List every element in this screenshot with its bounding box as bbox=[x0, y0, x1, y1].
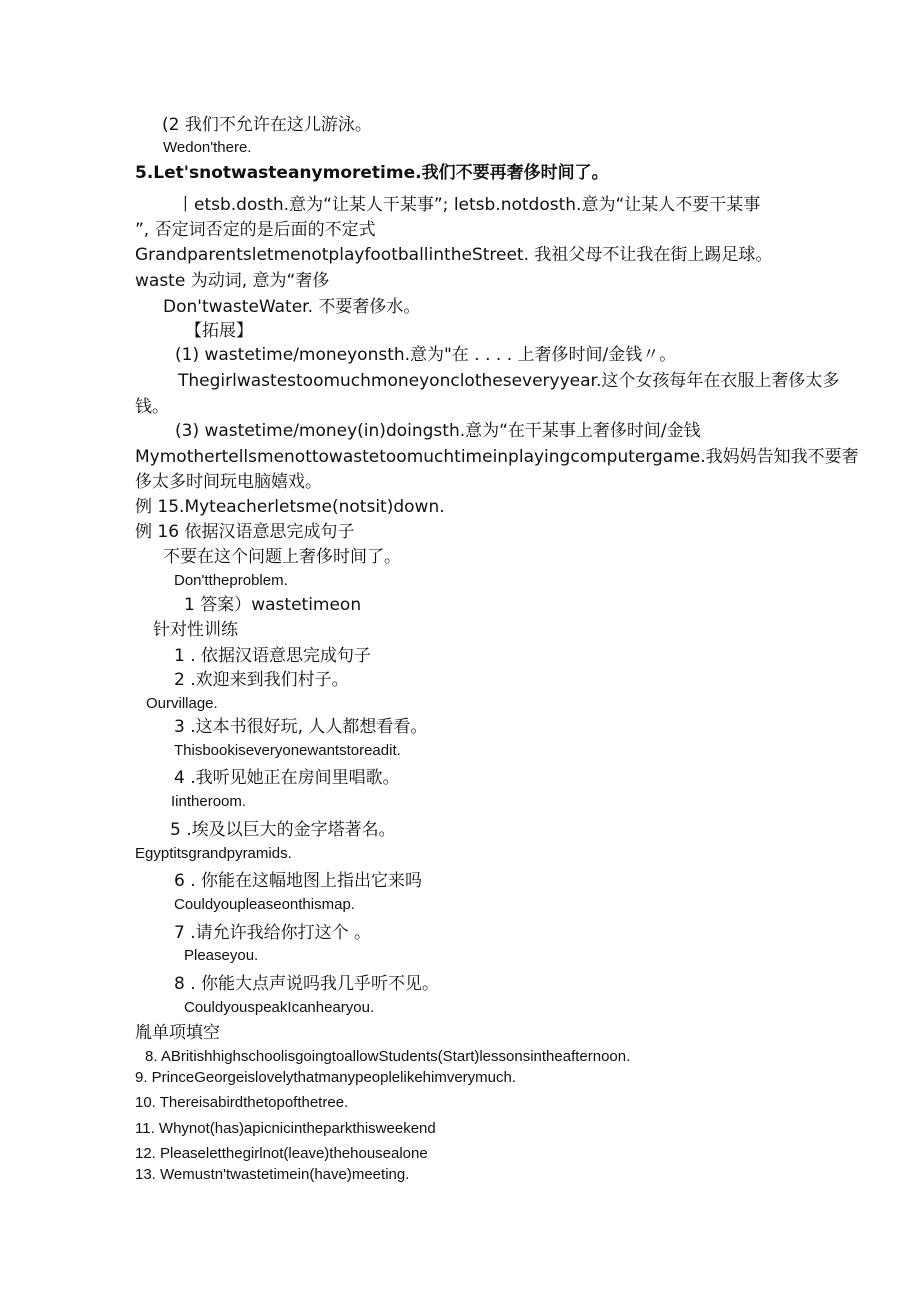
exercise-answer: Pleaseyou. bbox=[184, 947, 259, 964]
text-line: Don'ttheproblem. bbox=[174, 572, 288, 589]
text-line: ”, 否定词否定的是后面的不定式 bbox=[135, 220, 376, 240]
exercise-answer: Ourvillage. bbox=[146, 695, 218, 712]
exercise-item: 4 .我听见她正在房间里唱歌。 bbox=[174, 768, 400, 788]
exercise-item: 3 .这本书很好玩, 人人都想看看。 bbox=[174, 717, 428, 737]
text-line: 例 16 依据汉语意思完成句子 bbox=[135, 522, 355, 542]
section-heading: 【拓展】 bbox=[185, 321, 253, 341]
text-line: 丨etsb.dosth.意为“让某人干某事”; letsb.notdosth.意为“让某人不要干某事 bbox=[177, 195, 761, 215]
section-heading: 5.Let'snotwasteanymoretime.我们不要再奢侈时间了。 bbox=[135, 163, 609, 183]
section-heading: 针对性训练 bbox=[153, 620, 238, 640]
question-item: 10. Thereisabirdthetopofthetree. bbox=[135, 1094, 349, 1111]
exercise-item: 5 .埃及以巨大的金字塔著名。 bbox=[170, 820, 396, 840]
question-item: 12. Pleaseletthegirlnot(leave)thehousealone bbox=[135, 1145, 428, 1162]
text-line: Mymothertellsmenottowastetoomuchtimeinplayingcomputergame.我妈妈告知我不要奢 bbox=[135, 447, 859, 467]
exercise-item: 6 . 你能在这幅地图上指出它来吗 bbox=[174, 871, 423, 891]
exercise-item: 7 .请允许我给你打这个 。 bbox=[174, 923, 372, 943]
question-item: 11. Whynot(has)apicnicintheparkthisweekend bbox=[135, 1120, 436, 1137]
text-line: GrandparentsletmenotplayfootballintheStreet. 我祖父母不让我在街上踢足球。 bbox=[135, 245, 773, 265]
answer-line: 1 答案）wastetimeon bbox=[184, 595, 362, 615]
exercise-answer: CouldyouspeakIcanhearyou. bbox=[184, 999, 375, 1016]
text-line: Don'twasteWater. 不要奢侈水。 bbox=[163, 297, 421, 317]
question-item: 8. ABritishhighschoolisgoingtoallowStudents(Start)lessonsintheafternoon. bbox=[145, 1048, 631, 1065]
text-line: 钱。 bbox=[135, 397, 169, 417]
text-line: 不要在这个问题上奢侈时间了。 bbox=[163, 547, 401, 567]
text-line: 例 15.Myteacherletsme(notsit)down. bbox=[135, 497, 445, 517]
exercise-answer: Egyptitsgrandpyramids. bbox=[135, 845, 292, 862]
question-item: 9. PrinceGeorgeislovelythatmanypeoplelikehimverymuch. bbox=[135, 1069, 517, 1086]
text-line: (1) wastetime/moneyonsth.意为"在 . . . . 上奢侈时间/金钱〃。 bbox=[175, 345, 677, 365]
text-line: (2 我们不允许在这儿游泳。 bbox=[162, 115, 372, 135]
text-line: 1 . 依据汉语意思完成句子 bbox=[174, 646, 372, 666]
exercise-item: 8 . 你能大点声说吗我几乎听不见。 bbox=[174, 974, 440, 994]
text-line: 侈太多时间玩电脑嬉戏。 bbox=[135, 472, 322, 492]
exercise-item: 2 .欢迎来到我们村子。 bbox=[174, 670, 349, 690]
text-line: waste 为动词, 意为“奢侈 bbox=[135, 271, 330, 291]
text-line: Wedon'there. bbox=[163, 139, 252, 156]
exercise-answer: Couldyoupleaseonthismap. bbox=[174, 896, 355, 913]
text-line: Thegirlwastestoomuchmoneyonclotheseveryyear.这个女孩每年在衣服上奢侈太多 bbox=[178, 371, 840, 391]
section-heading: 胤单项填空 bbox=[135, 1023, 220, 1043]
exercise-answer: Thisbookiseveryonewantstoreadit. bbox=[174, 742, 401, 759]
text-line: (3) wastetime/money(in)doingsth.意为“在干某事上奢侈时间/金钱 bbox=[175, 421, 701, 441]
exercise-answer: Iintheroom. bbox=[171, 793, 247, 810]
question-item: 13. Wemustn'twastetimein(have)meeting. bbox=[135, 1166, 410, 1183]
